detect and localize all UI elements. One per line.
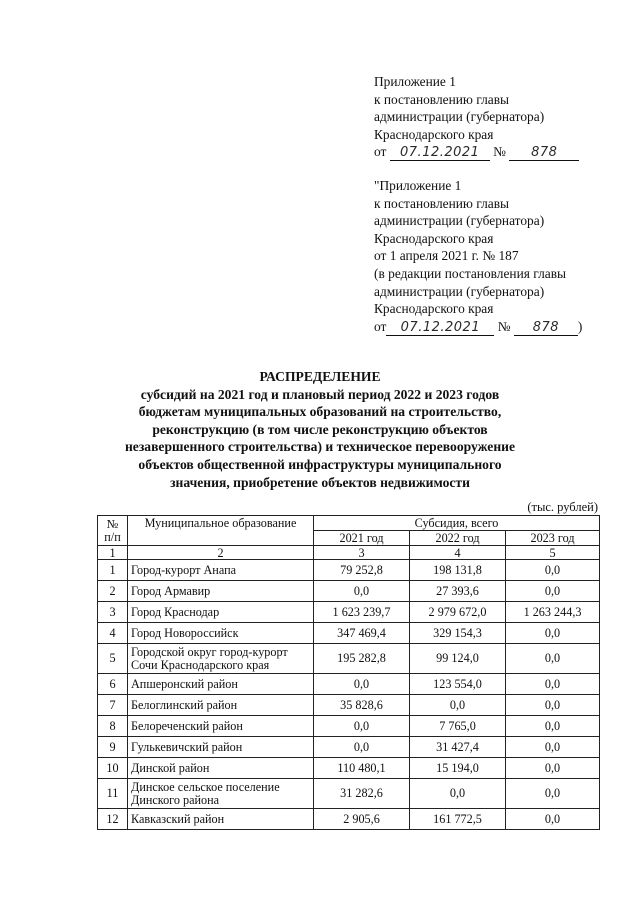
header-year-2023: 2023 год xyxy=(506,531,600,546)
title-line: значения, приобретение объектов недвижимости xyxy=(170,474,470,490)
row-number: 1 xyxy=(98,560,128,581)
subsidy-2023: 0,0 xyxy=(506,560,600,581)
municipality-name: Город Армавир xyxy=(128,581,314,602)
subsidy-2023: 0,0 xyxy=(506,695,600,716)
index-cell: 3 xyxy=(314,546,410,560)
appendix-date-line xyxy=(374,318,614,336)
subsidy-2022: 99 124,0 xyxy=(410,644,506,674)
row-number: 7 xyxy=(98,695,128,716)
closing-paren: ) xyxy=(577,318,583,334)
table-row xyxy=(98,602,600,623)
subsidy-2022: 123 554,0 xyxy=(410,674,506,695)
row-number: 3 xyxy=(98,602,128,623)
appendix-line: администрации (губернатора) xyxy=(374,109,545,125)
index-cell: 5 xyxy=(506,546,600,560)
table-header-row xyxy=(98,516,600,531)
subsidy-2021: 0,0 xyxy=(314,737,410,758)
appendix-line: (в редакции постановления главы xyxy=(374,265,567,281)
row-number: 5 xyxy=(98,644,128,674)
title-line: бюджетам муниципальных образований на строительство, xyxy=(138,404,502,420)
table-row xyxy=(98,581,600,602)
table-row xyxy=(98,716,600,737)
subsidy-2022: 161 772,5 xyxy=(410,809,506,830)
subsidy-2021: 0,0 xyxy=(314,716,410,737)
appendix-line: администрации (губернатора) xyxy=(374,283,545,299)
subsidy-2023: 0,0 xyxy=(506,737,600,758)
subsidy-2021: 1 623 239,7 xyxy=(314,602,410,623)
subsidy-2022: 329 154,3 xyxy=(410,623,506,644)
handwritten-number: 878 xyxy=(514,321,578,336)
row-number: 2 xyxy=(98,581,128,602)
appendix-line: к постановлению главы xyxy=(374,195,510,211)
number-label: № xyxy=(497,318,511,334)
handwritten-number: 878 xyxy=(509,146,579,161)
index-cell: 4 xyxy=(410,546,506,560)
date-prefix: от xyxy=(374,144,387,160)
table-row xyxy=(98,695,600,716)
title-line: реконструкцию (в том числе реконструкцию объектов xyxy=(152,421,488,437)
municipality-name: Гулькевичский район xyxy=(128,737,314,758)
row-number: 9 xyxy=(98,737,128,758)
index-cell: 2 xyxy=(128,546,314,560)
appendix-line: администрации (губернатора) xyxy=(374,213,545,229)
subsidy-2021: 0,0 xyxy=(314,581,410,602)
title-line: незавершенного строительства) и техническое перевооружение xyxy=(124,439,516,455)
subsidy-2023: 0,0 xyxy=(506,779,600,809)
date-prefix: от xyxy=(374,318,387,334)
title-line: субсидий на 2021 год и плановый период 2022 и 2023 годов xyxy=(140,386,500,402)
subsidy-2022: 0,0 xyxy=(410,695,506,716)
subsidy-2023: 0,0 xyxy=(506,623,600,644)
municipality-name: Апшеронский район xyxy=(128,674,314,695)
table-row xyxy=(98,623,600,644)
table-row xyxy=(98,779,600,809)
subsidy-2022: 0,0 xyxy=(410,779,506,809)
table-row xyxy=(98,809,600,830)
appendix-original-block xyxy=(374,177,614,336)
subsidy-2021: 347 469,4 xyxy=(314,623,410,644)
subsidy-2021: 0,0 xyxy=(314,674,410,695)
handwritten-date: 07.12.2021 xyxy=(390,146,490,161)
subsidy-2022: 27 393,6 xyxy=(410,581,506,602)
appendix-current-block xyxy=(374,73,614,161)
row-number: 4 xyxy=(98,623,128,644)
table-index-row xyxy=(98,546,600,560)
subsidy-2022: 198 131,8 xyxy=(410,560,506,581)
municipality-name: Белоглинский район xyxy=(128,695,314,716)
subsidy-2021: 35 828,6 xyxy=(314,695,410,716)
number-label: № xyxy=(493,144,506,160)
header-num: № п/п xyxy=(98,516,128,546)
row-number: 11 xyxy=(98,779,128,809)
appendix-line: от 1 апреля 2021 г. № 187 xyxy=(374,248,519,264)
header-year-2022: 2022 год xyxy=(410,531,506,546)
table-row xyxy=(98,674,600,695)
subsidy-2023: 1 263 244,3 xyxy=(506,602,600,623)
units-label: (тыс. рублей) xyxy=(527,500,598,514)
row-number: 10 xyxy=(98,758,128,779)
title-heading: РАСПРЕДЕЛЕНИЕ xyxy=(259,369,381,384)
municipality-name: Динское сельское поселение Динского района xyxy=(128,779,314,809)
row-number: 8 xyxy=(98,716,128,737)
subsidy-2021: 110 480,1 xyxy=(314,758,410,779)
title-line: объектов общественной инфраструктуры муниципального xyxy=(138,456,502,472)
appendix-line: Краснодарского края xyxy=(374,126,494,142)
header-name: Муниципальное образование xyxy=(128,516,314,546)
row-number: 6 xyxy=(98,674,128,695)
municipality-name: Динской район xyxy=(128,758,314,779)
table-row xyxy=(98,758,600,779)
subsidy-2023: 0,0 xyxy=(506,581,600,602)
subsidy-table xyxy=(97,515,600,830)
subsidy-2023: 0,0 xyxy=(506,758,600,779)
handwritten-date: 07.12.2021 xyxy=(386,321,494,336)
subsidy-2021: 79 252,8 xyxy=(314,560,410,581)
appendix-line: "Приложение 1 xyxy=(374,178,462,193)
subsidy-2021: 195 282,8 xyxy=(314,644,410,674)
appendix-line: Краснодарского края xyxy=(374,301,494,317)
municipality-name: Город Новороссийск xyxy=(128,623,314,644)
subsidy-2022: 7 765,0 xyxy=(410,716,506,737)
subsidy-2023: 0,0 xyxy=(506,716,600,737)
subsidy-2021: 31 282,6 xyxy=(314,779,410,809)
subsidy-2022: 15 194,0 xyxy=(410,758,506,779)
subsidy-2022: 2 979 672,0 xyxy=(410,602,506,623)
table-row xyxy=(98,737,600,758)
table-row xyxy=(98,560,600,581)
municipality-name: Городской округ город-курорт Сочи Краснодарского края xyxy=(128,644,314,674)
subsidy-2023: 0,0 xyxy=(506,809,600,830)
table-row xyxy=(98,644,600,674)
subsidy-2021: 2 905,6 xyxy=(314,809,410,830)
appendix-line: Краснодарского края xyxy=(374,230,494,246)
header-group: Субсидия, всего xyxy=(314,516,600,531)
appendix-line: Приложение 1 xyxy=(374,74,456,89)
municipality-name: Белореченский район xyxy=(128,716,314,737)
header-year-2021: 2021 год xyxy=(314,531,410,546)
subsidy-2023: 0,0 xyxy=(506,674,600,695)
document-title xyxy=(100,368,540,491)
appendix-date-line xyxy=(374,143,614,161)
index-cell: 1 xyxy=(98,546,128,560)
municipality-name: Город Краснодар xyxy=(128,602,314,623)
municipality-name: Кавказский район xyxy=(128,809,314,830)
municipality-name: Город-курорт Анапа xyxy=(128,560,314,581)
row-number: 12 xyxy=(98,809,128,830)
appendix-line: к постановлению главы xyxy=(374,91,510,107)
subsidy-2023: 0,0 xyxy=(506,644,600,674)
subsidy-2022: 31 427,4 xyxy=(410,737,506,758)
